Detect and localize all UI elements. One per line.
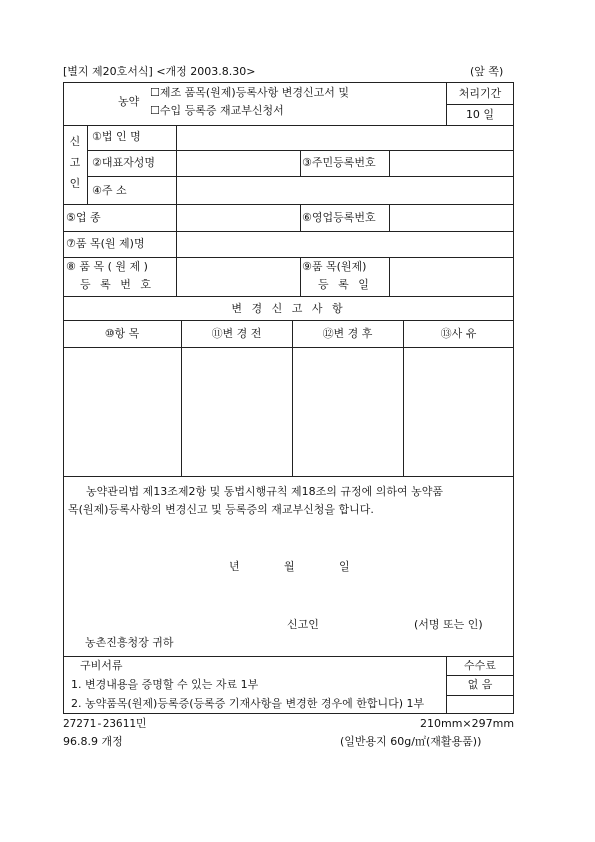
divider [63,476,514,477]
divider [63,296,514,297]
corp-name-label: ①법 인 명 [92,130,141,143]
divider [300,257,301,296]
rep-name-label: ②대표자성명 [92,156,155,169]
fee-value: 없 음 [467,678,493,691]
divider [300,150,301,176]
resident-no-field[interactable] [391,152,512,175]
divider [403,320,404,476]
product-reg-date-label-1: ⑨품 목(원제) [302,260,367,273]
divider [87,176,514,177]
address-field[interactable] [178,178,512,203]
title-line1-text: 제조 품목(원제)등록사항 변경신고서 및 [159,86,349,99]
date-month-label: 월 [284,560,295,573]
divider [389,150,390,176]
divider [389,204,390,231]
checkbox-manufacture[interactable]: ☐ [150,86,160,99]
title-line-manufacture [150,87,349,98]
title-line-import [150,105,284,116]
product-reg-date-label-2: 등 록 일 [318,278,372,291]
date-year-label: 년 [229,560,240,573]
product-reg-no-label-2: 등 록 번 호 [80,278,154,291]
divider [63,231,514,232]
product-reg-no-label-1: ⑧ 품 목 ( 원 제 ) [66,260,148,273]
processing-period-label: 처리기간 [458,87,502,100]
column-header-after: ⑫변 경 후 [322,327,373,340]
change-before-cell[interactable] [183,349,291,475]
divider [300,204,301,231]
column-header-reason: ⑬사 유 [440,327,477,340]
divider [63,125,514,126]
form-code: 27271-23611민 [63,717,147,730]
changes-section-title: 변 경 신 고 사 항 [231,302,346,315]
divider [87,125,88,204]
divider [63,320,514,321]
documents-label: 구비서류 [80,659,123,672]
divider [176,125,177,296]
divider [292,320,293,476]
applicant-side-char: 신 [69,135,81,148]
divider [389,257,390,296]
statement-line-2: 목(원제)등록사항의 변경신고 및 등록증의 재교부신청을 합니다. [68,503,374,516]
divider [63,204,514,205]
divider [63,347,514,348]
divider [446,104,514,105]
change-item-cell[interactable] [65,349,180,475]
applicant-side-char: 인 [69,177,81,190]
sign-or-seal-label: (서명 또는 인) [414,618,483,631]
business-reg-no-field[interactable] [391,206,512,230]
processing-period-value: 10 일 [465,108,495,121]
applicant-side-char: 고 [69,156,81,169]
checkbox-import[interactable]: ☐ [150,104,160,117]
column-header-before: ⑪변 경 전 [211,327,262,340]
business-type-label: ⑤업 종 [66,211,101,224]
rep-name-field[interactable] [178,152,298,175]
title-prefix: 농약 [118,95,140,108]
change-after-cell[interactable] [294,349,402,475]
document-item: 1. 변경내용을 증명할 수 있는 자료 1부 [71,678,259,691]
product-name-label: ⑦품 목(원 제)명 [66,237,145,250]
applicant-sign-field[interactable] [325,614,410,632]
address-label: ④주 소 [92,184,127,197]
product-reg-no-field[interactable] [178,259,298,295]
addressee: 농촌진흥청장 귀하 [85,636,174,649]
divider [446,675,514,676]
paper-type: (일반용지 60g/㎡(재활용품)) [340,735,482,748]
date-day-label: 일 [339,560,350,573]
paper-size: 210mm×297mm [420,717,515,730]
corp-name-field[interactable] [178,127,512,149]
title-line2-text: 수입 등록증 재교부신청서 [159,104,284,117]
statement-line-1: 농약관리법 제13조제2항 및 동법시행규칙 제18조의 규정에 의하여 농약품 [86,485,443,498]
business-reg-no-label: ⑥영업등록번호 [302,211,376,224]
product-name-field[interactable] [178,233,512,256]
resident-no-label: ③주민등록번호 [302,156,376,169]
revision-note: 96.8.9 개정 [63,735,123,748]
divider [63,257,514,258]
fee-label: 수수료 [464,659,496,672]
change-reason-cell[interactable] [405,349,513,475]
business-type-field[interactable] [178,206,298,230]
applicant-sign-label: 신고인 [287,618,319,631]
divider [181,320,182,476]
column-header-item: ⑩항 목 [104,327,140,340]
form-label: [별지 제20호서식] <개정 2003.8.30> [63,65,256,78]
document-item: 2. 농약품목(원제)등록증(등록증 기재사항을 변경한 경우에 한합니다) 1부 [71,697,425,710]
divider [446,695,514,696]
product-reg-date-field[interactable] [391,259,512,295]
page-side-label: (앞 쪽) [470,65,504,78]
